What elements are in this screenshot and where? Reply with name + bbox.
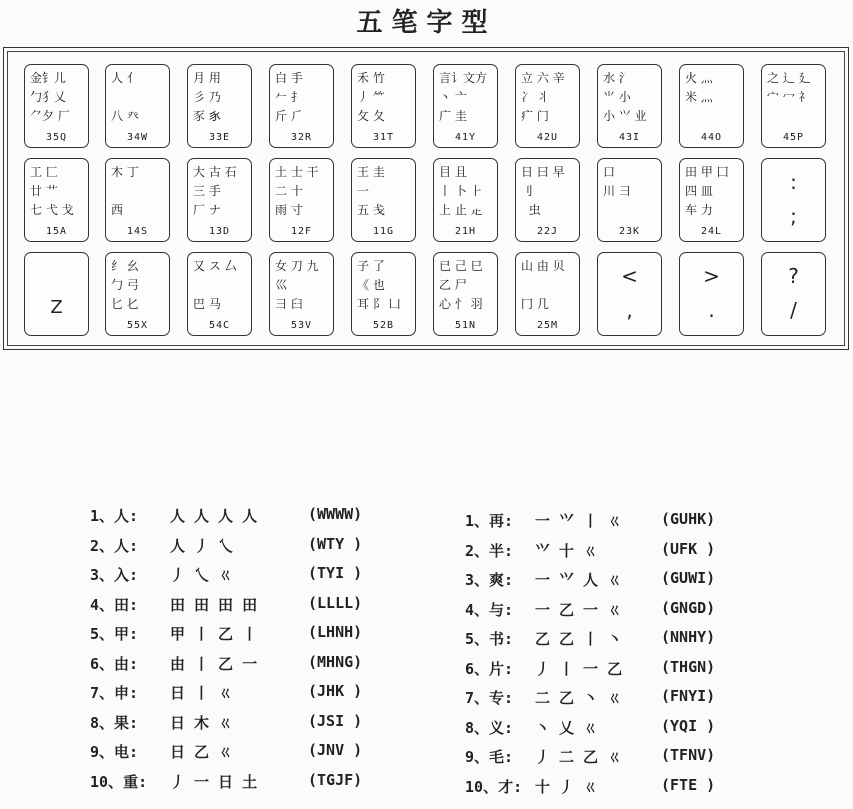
item-number: 6、 — [90, 654, 115, 673]
item-label — [465, 628, 513, 649]
key-radicals: 土 士 干 二 十 雨 寸 — [275, 165, 319, 217]
key-12F[interactable] — [269, 158, 334, 242]
item-code: (FNYI) — [661, 687, 716, 705]
list-item — [90, 741, 420, 765]
item-radical-sequence: 田 田 田 田 — [170, 595, 258, 614]
key-44O[interactable] — [679, 64, 744, 148]
key-radicals: 火 灬 米 ⺣ — [685, 71, 713, 104]
list-item — [465, 717, 850, 741]
list-item — [90, 594, 420, 618]
key-semicolon[interactable] — [761, 158, 826, 242]
item-label — [90, 594, 138, 615]
list-item — [90, 535, 420, 559]
list-item — [465, 687, 850, 711]
key-55X[interactable] — [105, 252, 170, 336]
key-code: 53V — [290, 320, 313, 331]
key-radicals: 又 ス 厶 巴 马 — [193, 259, 237, 311]
key-code: 43I — [618, 132, 641, 143]
item-label — [90, 653, 138, 674]
list-item — [90, 653, 420, 677]
key-11G[interactable] — [351, 158, 416, 242]
key-code: 41Y — [454, 132, 477, 143]
item-number: 2、 — [90, 536, 115, 555]
key-symbol: ? / — [788, 264, 799, 322]
key-43I[interactable] — [597, 64, 662, 148]
item-label — [465, 540, 513, 561]
key-radicals: 立 六 辛 冫 丬 疒 门 — [521, 71, 565, 123]
key-33E[interactable] — [187, 64, 252, 148]
item-code: (THGN) — [661, 657, 716, 676]
list-item — [465, 599, 850, 623]
item-radical-sequence: 日 乙 ㄍ — [170, 743, 234, 761]
item-number: 1、 — [465, 512, 490, 530]
item-code: (UFK ) — [661, 539, 716, 558]
key-symbol: > . — [703, 264, 720, 322]
item-radical-sequence: 丿 丨 一 乙 — [535, 659, 623, 678]
list-item — [465, 658, 850, 682]
item-label — [465, 599, 513, 620]
key-radicals: 金钅儿 勹犭乂 ⺈夕 厂 — [30, 71, 70, 123]
key-radicals: 之 辶 廴 宀 冖 礻 — [767, 71, 811, 104]
key-comma[interactable] — [597, 252, 662, 336]
item-character: 片: — [489, 659, 514, 678]
item-label — [465, 746, 513, 767]
left-decomposition-list — [90, 505, 420, 805]
item-radical-sequence: 丶 乂 ㄍ — [535, 718, 599, 737]
list-item — [465, 569, 850, 593]
key-53V[interactable] — [269, 252, 334, 336]
key-radicals: 言讠文方 丶 亠 广 圭 — [439, 71, 488, 123]
key-radicals: 子 了 《 也 耳 阝 凵 — [357, 259, 401, 311]
key-radicals: 工 匚 廿 艹 七 弋 戈 — [30, 165, 74, 217]
list-item — [90, 564, 420, 588]
item-label — [465, 687, 513, 708]
item-character: 才: — [498, 777, 523, 796]
item-label — [465, 510, 513, 531]
key-radicals: 女 刀 九 巛 彐 臼 — [275, 259, 319, 311]
key-34W[interactable] — [105, 64, 170, 148]
key-radicals: 田 甲 囗 四 皿 车 力 — [685, 165, 729, 217]
item-radical-sequence: 日 丨 ㄍ — [170, 684, 234, 702]
list-item — [465, 540, 850, 564]
key-radicals: 人 亻 八 癶 — [111, 71, 139, 123]
key-25M[interactable] — [515, 252, 580, 336]
key-radicals: 日 曰 早 刂 虫 — [521, 165, 565, 217]
key-symbol: Z — [50, 297, 63, 318]
page-title: 五笔字型 — [356, 8, 497, 38]
list-item — [90, 623, 420, 647]
item-character: 毛: — [489, 748, 514, 766]
item-character: 爽: — [489, 571, 514, 589]
item-radical-sequence: 十 丿 ㄍ — [535, 777, 599, 796]
list-item — [90, 682, 420, 706]
item-code: (LHNH) — [308, 623, 363, 641]
item-number: 5、 — [465, 630, 490, 648]
item-label — [90, 771, 147, 792]
key-code: 52B — [372, 320, 395, 331]
key-code: 55X — [126, 320, 149, 331]
item-character: 义: — [489, 718, 514, 737]
item-code: (TFNV) — [661, 746, 716, 764]
item-number: 3、 — [465, 571, 490, 589]
key-54C[interactable] — [187, 252, 252, 336]
key-radicals: 已 己 巳 乙 尸 心 忄 羽 — [439, 259, 483, 311]
item-label — [465, 569, 513, 590]
wubi-keyboard-chart — [3, 47, 849, 350]
list-item — [90, 712, 420, 736]
key-31T[interactable] — [351, 64, 416, 148]
item-radical-sequence: 人 人 人 人 — [170, 507, 258, 525]
key-code: 34W — [126, 132, 149, 143]
item-code: (WTY ) — [308, 534, 363, 553]
item-code: (JSI ) — [308, 711, 363, 730]
item-radical-sequence: 甲 丨 乙 丨 — [170, 625, 258, 643]
item-label — [465, 658, 513, 679]
item-number: 7、 — [90, 684, 115, 702]
item-radical-sequence: 乙 乙 丨 丶 — [535, 630, 623, 648]
key-code: 42U — [536, 132, 559, 143]
list-item — [465, 510, 850, 534]
item-code: (FTE ) — [661, 775, 716, 794]
key-51N[interactable] — [433, 252, 498, 336]
key-code: 11G — [372, 226, 395, 237]
key-41Y[interactable] — [433, 64, 498, 148]
item-character: 半: — [489, 541, 514, 560]
key-code: 51N — [454, 320, 477, 331]
key-radicals: 禾 竹 丿 ⺮ 攵 夂 — [357, 71, 385, 123]
item-number: 4、 — [465, 600, 490, 619]
item-code: (WWWW) — [308, 505, 363, 523]
key-radicals: 水 氵 ⺌ 小 小 ⺍ 业 — [603, 71, 647, 123]
key-code: 13D — [208, 226, 231, 237]
key-radicals: 白 手 𠂉 扌 斤 ⺁ — [275, 71, 303, 123]
item-character: 田: — [114, 595, 139, 614]
key-code: 22J — [536, 226, 559, 237]
key-radicals: 目 且 丨 卜 ⺊ 上 止 龰 — [439, 165, 483, 217]
item-radical-sequence: 一 乙 一 ㄍ — [535, 600, 623, 619]
key-symbol: < , — [621, 264, 638, 322]
key-slash[interactable] — [761, 252, 826, 336]
key-code: 35Q — [45, 132, 68, 143]
item-character: 再: — [489, 512, 514, 530]
item-code: (GUHK) — [661, 510, 716, 528]
item-number: 1、 — [90, 507, 115, 525]
item-number: 7、 — [465, 689, 490, 707]
list-item — [465, 628, 850, 652]
right-decomposition-list — [465, 510, 850, 805]
item-code: (GNGD) — [661, 598, 716, 617]
item-label — [90, 505, 138, 526]
item-label — [465, 776, 522, 797]
key-code: 15A — [45, 226, 68, 237]
key-Z[interactable] — [24, 252, 89, 336]
item-number: 10、 — [90, 772, 124, 791]
key-radicals: 山 由 贝 冂 几 — [521, 259, 565, 311]
item-character: 与: — [489, 600, 514, 619]
item-number: 2、 — [465, 541, 490, 560]
item-number: 8、 — [465, 718, 490, 737]
key-code: 31T — [372, 132, 395, 143]
key-symbol: : ; — [790, 170, 797, 228]
list-item — [465, 746, 850, 770]
item-code: (JHK ) — [308, 682, 363, 700]
item-code: (GUWI) — [661, 569, 716, 587]
key-22J[interactable] — [515, 158, 580, 242]
key-42U[interactable] — [515, 64, 580, 148]
item-character: 书: — [489, 630, 514, 648]
item-code: (YQI ) — [661, 716, 716, 735]
key-32R[interactable] — [269, 64, 334, 148]
item-label — [90, 564, 138, 585]
item-number: 3、 — [90, 566, 115, 584]
item-number: 4、 — [90, 595, 115, 614]
item-number: 6、 — [465, 659, 490, 678]
item-character: 电: — [114, 743, 139, 761]
key-radicals: 大 古 石 三 手 厂 ナ — [193, 165, 237, 217]
item-character: 甲: — [114, 625, 139, 643]
item-number: 5、 — [90, 625, 115, 643]
key-14S[interactable] — [105, 158, 170, 242]
item-character: 人: — [114, 507, 139, 525]
item-code: (JNV ) — [308, 741, 363, 759]
key-code: 14S — [126, 226, 149, 237]
item-character: 入: — [114, 566, 139, 584]
key-code: 25M — [536, 320, 559, 331]
key-code: 21H — [454, 226, 477, 237]
key-23K[interactable] — [597, 158, 662, 242]
item-character: 重: — [123, 772, 148, 791]
item-number: 9、 — [465, 748, 490, 766]
list-item — [90, 505, 420, 529]
key-13D[interactable] — [187, 158, 252, 242]
key-code: 32R — [290, 132, 313, 143]
key-45P[interactable] — [761, 64, 826, 148]
item-radical-sequence: 一 ⺍ 丨 ㄍ — [535, 512, 623, 530]
item-radical-sequence: 丿 一 日 土 — [170, 772, 258, 791]
item-code: (TGJF) — [308, 770, 363, 789]
key-15A[interactable] — [24, 158, 89, 242]
key-radicals: 口 川 ⺕ — [603, 165, 631, 198]
key-35Q[interactable] — [24, 64, 89, 148]
key-radicals: 王 圭 一 五 戋 — [357, 165, 385, 217]
key-code: 23K — [618, 226, 641, 237]
item-radical-sequence: 人 丿 乀 — [170, 536, 234, 555]
key-code: 54C — [208, 320, 231, 331]
key-52B[interactable] — [351, 252, 416, 336]
item-radical-sequence: 丿 二 乙 ㄍ — [535, 748, 623, 766]
item-label — [465, 717, 513, 738]
key-code: 44O — [700, 132, 723, 143]
key-code: 12F — [290, 226, 313, 237]
item-radical-sequence: 丿 乀 ㄍ — [170, 566, 234, 584]
key-radicals: 纟 幺 勹 弓 匕 𠤎 — [111, 259, 139, 311]
key-24L[interactable] — [679, 158, 744, 242]
key-code: 24L — [700, 226, 723, 237]
key-radicals: 木 丁 西 — [111, 165, 139, 217]
item-code: (MHNG) — [308, 652, 363, 671]
item-radical-sequence: 一 ⺍ 人 ㄍ — [535, 571, 623, 589]
item-label — [90, 712, 138, 733]
item-code: (NNHY) — [661, 628, 716, 646]
item-number: 9、 — [90, 743, 115, 761]
item-radical-sequence: 日 木 ㄍ — [170, 713, 234, 732]
key-21H[interactable] — [433, 158, 498, 242]
item-label — [90, 682, 138, 703]
list-item — [90, 771, 420, 795]
key-period[interactable] — [679, 252, 744, 336]
key-code: 33E — [208, 132, 231, 143]
item-character: 果: — [114, 713, 139, 732]
list-item — [465, 776, 850, 800]
item-character: 申: — [114, 684, 139, 702]
item-character: 由: — [114, 654, 139, 673]
item-radical-sequence: 二 乙 丶 ㄍ — [535, 689, 623, 707]
item-character: 专: — [489, 689, 514, 707]
key-code: 45P — [782, 132, 805, 143]
item-label — [90, 741, 138, 762]
item-number: 10、 — [465, 777, 499, 796]
item-number: 8、 — [90, 713, 115, 732]
item-radical-sequence: ⺍ 十 ㄍ — [535, 541, 599, 560]
item-code: (LLLL) — [308, 593, 363, 612]
item-label — [90, 535, 138, 556]
item-character: 人: — [114, 536, 139, 555]
item-label — [90, 623, 138, 644]
item-code: (TYI ) — [308, 564, 363, 582]
key-radicals: 月 用 彡 乃 豕 𧰨 — [193, 71, 221, 123]
item-radical-sequence: 由 丨 乙 一 — [170, 654, 258, 673]
